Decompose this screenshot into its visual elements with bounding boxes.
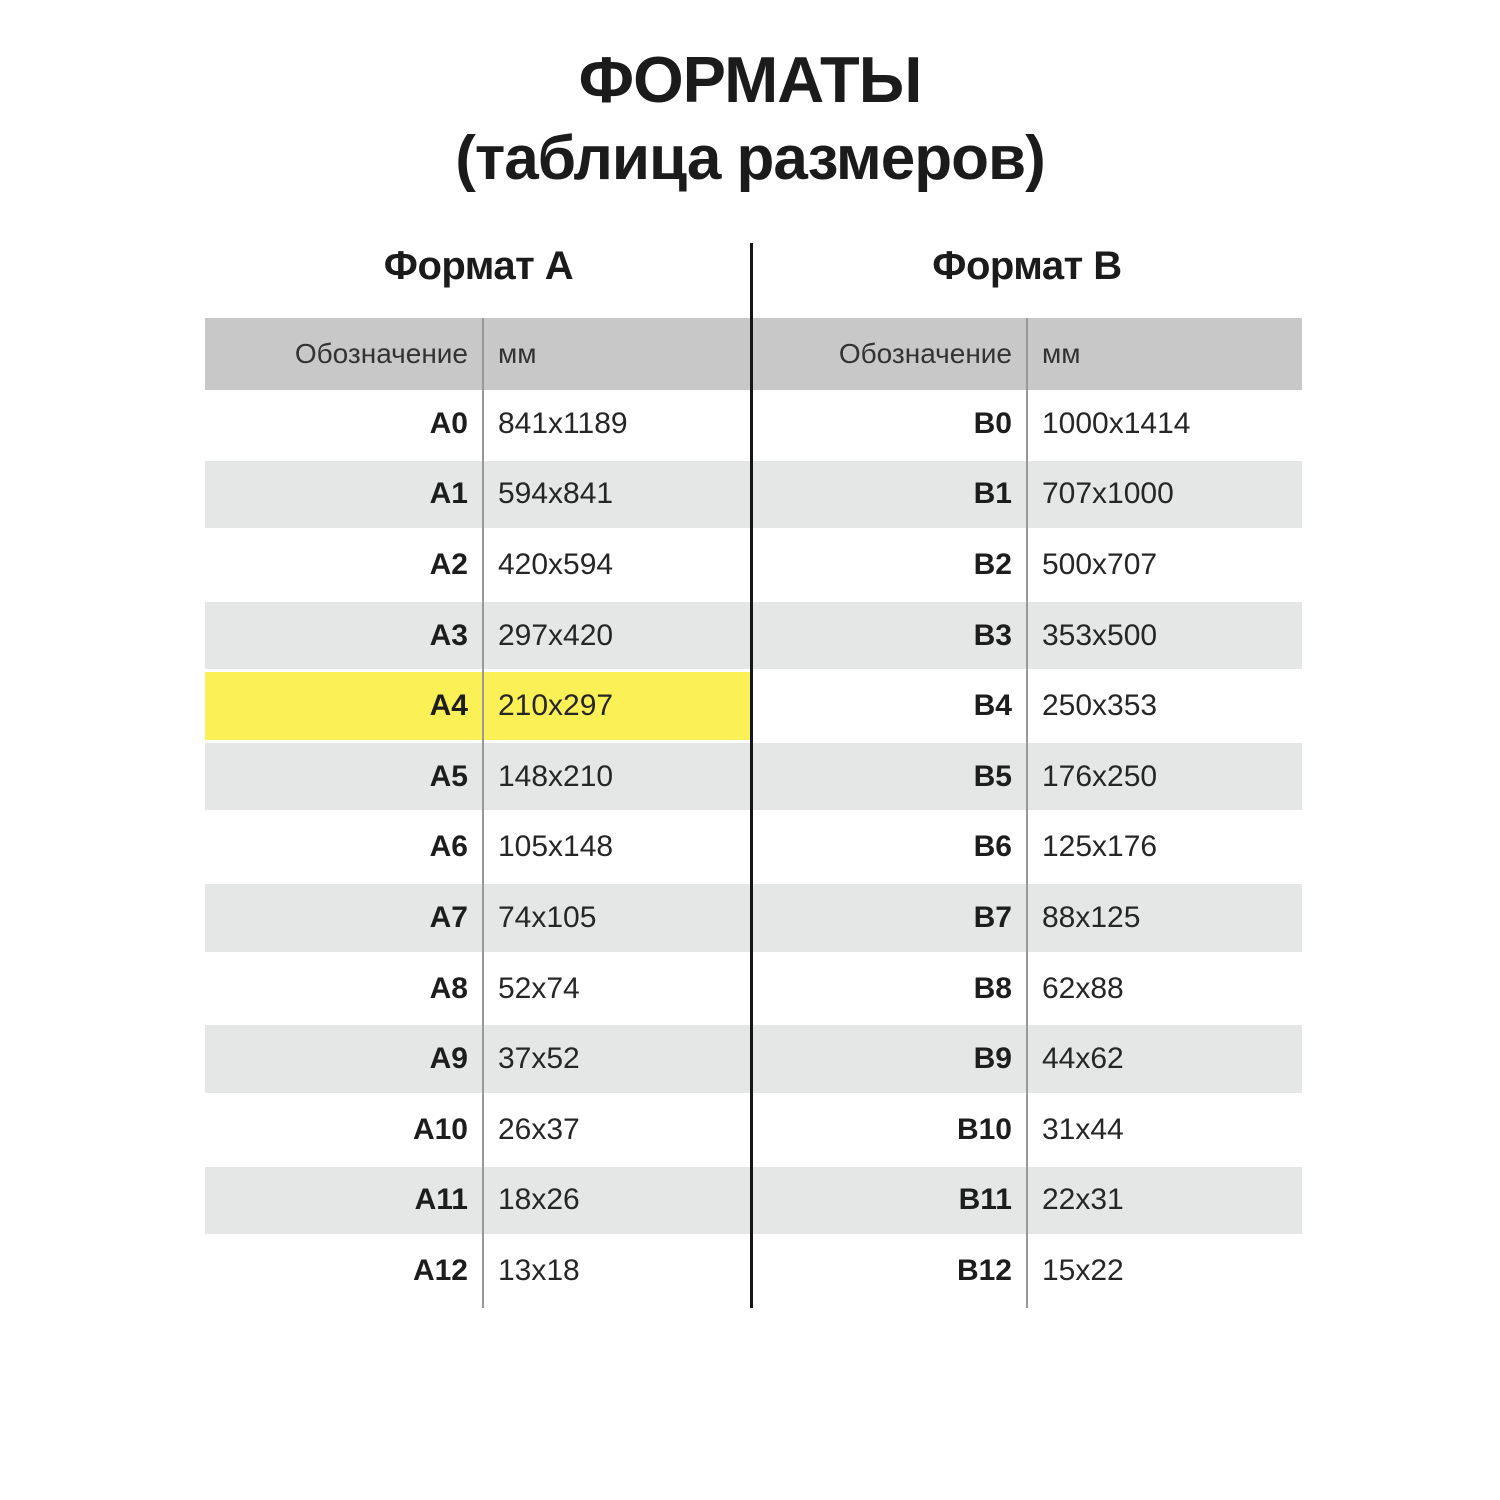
row-half [205, 461, 752, 529]
column-divider-a [482, 318, 484, 1308]
format-label: B3 [973, 618, 1012, 652]
page-title-line2: (таблица размеров) [455, 124, 1045, 193]
row-half [205, 955, 752, 1023]
format-label: B7 [973, 900, 1012, 934]
size-value-mm: 594x841 [498, 477, 614, 511]
page-title [0, 40, 1500, 198]
table-body [205, 390, 1302, 1308]
highlighted-row-half [205, 672, 752, 740]
row-half [205, 1237, 752, 1305]
size-value-mm: 74x105 [498, 900, 597, 934]
column-divider-b [1026, 318, 1028, 1308]
size-value-mm: 44x62 [1042, 1042, 1124, 1076]
format-label: B2 [973, 547, 1012, 581]
format-label: B5 [973, 759, 1012, 793]
size-value-mm: 22x31 [1042, 1183, 1124, 1217]
size-value-mm: 15x22 [1042, 1253, 1124, 1287]
table-a-header [205, 318, 752, 390]
size-value-mm: 841x1189 [498, 406, 628, 440]
format-label: B4 [973, 689, 1012, 723]
size-value-mm: 105x148 [498, 830, 614, 864]
col-header-mm-b: мм [1042, 338, 1081, 369]
size-value-mm: 210x297 [498, 689, 614, 723]
size-value-mm: 1000x1414 [1042, 406, 1191, 440]
row-half [205, 743, 752, 811]
row-half [205, 814, 752, 882]
table-header [205, 318, 1302, 390]
size-value-mm: 37x52 [498, 1042, 580, 1076]
row-half [205, 390, 752, 458]
table-row [205, 1096, 1302, 1167]
format-label: B6 [973, 830, 1012, 864]
table-row [205, 1167, 1302, 1238]
size-value-mm: 707x1000 [1042, 477, 1174, 511]
table-row [205, 1237, 1302, 1308]
table-row [205, 814, 1302, 885]
format-label: A10 [412, 1112, 468, 1146]
format-label: A6 [429, 830, 468, 864]
format-label: B12 [956, 1253, 1012, 1287]
table-row [205, 1025, 1302, 1096]
size-value-mm: 13x18 [498, 1253, 580, 1287]
format-label: B8 [973, 971, 1012, 1005]
table-row [205, 672, 1302, 743]
size-value-mm: 31x44 [1042, 1112, 1124, 1146]
table-row [205, 955, 1302, 1026]
size-value-mm: 125x176 [1042, 830, 1158, 864]
table-row [205, 884, 1302, 955]
row-half [205, 1167, 752, 1235]
format-label: B1 [973, 477, 1012, 511]
format-label: A12 [412, 1253, 468, 1287]
size-value-mm: 88x125 [1042, 900, 1141, 934]
col-header-designation-b: Обозначение [838, 338, 1012, 369]
format-label: A11 [414, 1183, 468, 1217]
page-title-line1: ФОРМАТЫ [578, 43, 922, 116]
format-label: A0 [429, 406, 468, 440]
format-label: A1 [429, 477, 468, 511]
size-value-mm: 176x250 [1042, 759, 1158, 793]
table-row [205, 461, 1302, 532]
size-value-mm: 353x500 [1042, 618, 1158, 652]
format-label: A7 [429, 900, 468, 934]
size-value-mm: 500x707 [1042, 547, 1158, 581]
format-label: A3 [429, 618, 468, 652]
format-label: A5 [429, 759, 468, 793]
format-label: A8 [429, 971, 468, 1005]
size-value-mm: 62x88 [1042, 971, 1124, 1005]
size-value-mm: 18x26 [498, 1183, 580, 1217]
col-header-mm-a: мм [498, 338, 537, 369]
size-table [205, 318, 1302, 1308]
table-separator-line [750, 243, 753, 1308]
size-value-mm: 297x420 [498, 618, 614, 652]
table-row [205, 743, 1302, 814]
format-label: A4 [429, 689, 468, 723]
table-row [205, 390, 1302, 461]
row-half [205, 884, 752, 952]
format-label: A9 [429, 1042, 468, 1076]
table-row [205, 531, 1302, 602]
table-row [205, 602, 1302, 673]
format-label: B10 [956, 1112, 1012, 1146]
format-label: B9 [973, 1042, 1012, 1076]
size-value-mm: 52x74 [498, 971, 580, 1005]
row-half [205, 1096, 752, 1164]
row-half [205, 1025, 752, 1093]
table-a-title: Формат А [383, 244, 574, 288]
size-value-mm: 26x37 [498, 1112, 580, 1146]
col-header-designation-a: Обозначение [294, 338, 468, 369]
format-label: A2 [429, 547, 468, 581]
size-value-mm: 250x353 [1042, 689, 1158, 723]
size-value-mm: 420x594 [498, 547, 614, 581]
format-label: B0 [973, 406, 1012, 440]
size-value-mm: 148x210 [498, 759, 614, 793]
row-half [205, 531, 752, 599]
format-label: B11 [958, 1183, 1012, 1217]
row-half [205, 602, 752, 670]
table-b-title: Формат B [932, 244, 1122, 288]
